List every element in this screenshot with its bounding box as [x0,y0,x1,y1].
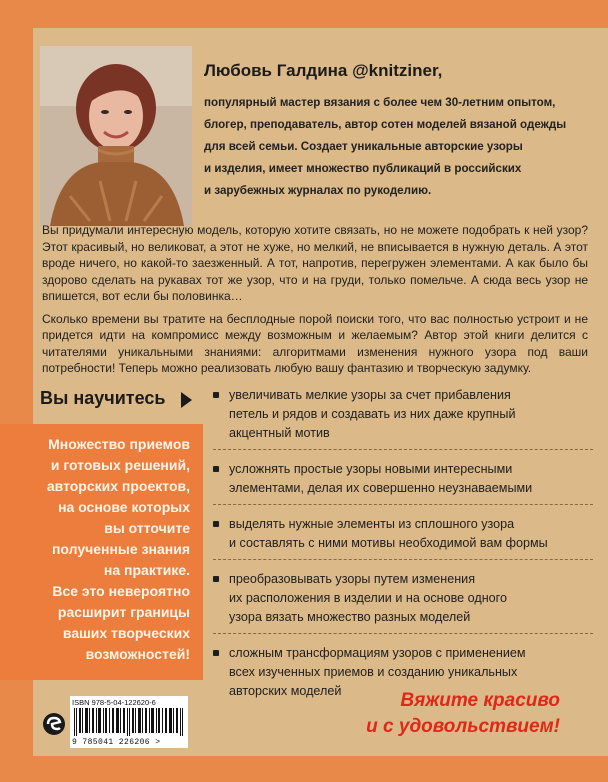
divider [213,559,593,561]
bullet-icon [213,650,219,656]
learn-item-line: элементами, делая их совершенно неузнаваемыми [229,481,533,495]
divider [213,449,593,451]
learn-item-line: увеличивать мелкие узоры за счет прибавления [229,388,511,402]
divider [213,504,593,506]
learn-item-line: всех изученных приемов и созданию уникальных [229,665,518,679]
learn-item-line: петель и рядов и создавать из них даже крупный [229,407,516,421]
bullet-icon [213,521,219,527]
learn-item-line: усложнять простые узоры новыми интересными [229,462,513,476]
promo-text [30,434,190,665]
author-bio-line: и зарубежных журналах по рукоделию. [204,184,432,197]
intro-text [42,222,588,383]
eksmo-logo [42,712,66,736]
promo-line: авторских проектов, [46,478,190,494]
learn-item-line: преобразовывать узоры путем изменения [229,572,476,586]
learn-item [213,386,593,443]
learn-item-line: выделять нужные элементы из сплошного узора [229,517,515,531]
author-bio-line: популярный мастер вязания с более чем 30-летним опытом, [204,96,556,109]
promo-line: расширит границы [57,604,190,620]
slogan [210,688,560,740]
learn-item-line: акцентный мотив [229,426,330,440]
bullet-icon [213,576,219,582]
intro-paragraph-2: Сколько времени вы тратите на бесплодные порой поиски того, что вас полностью устроит и не придется идти на компромисс между возможным и желаемым? Автор этой книги делится с читателями уникальными знаниями: алгоритмами изменения нужного узора под ваши потребности! Теперь можно реализовать любую вашу фантазию и творческую задумку. [42,311,588,375]
bullet-icon [213,466,219,472]
promo-line: и готовых решений, [50,457,190,473]
slogan-line: и с удовольствием! [366,716,560,737]
learn-item-line: сложным трансформациям узоров с применением [229,646,526,660]
author-bio [204,92,594,202]
bullet-icon [213,392,219,398]
slogan-line: Вяжите красиво [400,690,560,711]
learn-item-line: их расположения в изделии и на основе одного [229,591,508,605]
promo-line: Множество приемов [48,436,190,452]
learn-item-line: и составлять с ними мотивы необходимой вам формы [229,536,548,550]
author-name: Любовь Галдина @knitziner, [204,61,443,80]
learn-item-line: авторских моделей [229,684,342,698]
learn-heading: Вы научитесь [40,388,166,408]
arrow-right-icon [181,392,192,408]
promo-line: на практике. [103,562,190,578]
isbn-label: ISBN 978-5-04-122620-6 [72,698,156,707]
learn-item-line: узора вязать множество разных моделей [229,610,471,624]
author-bio-line: и изделия, имеет множество публикаций в российских [204,162,522,175]
promo-line: на основе которых [58,499,190,515]
promo-line: Все это невероятно [52,583,190,599]
promo-line: ваших творческих [62,625,190,641]
learn-item [213,460,593,498]
intro-paragraph-1: Вы придумали интересную модель, которую хотите связать, но не можете подобрать к ней узор? Этот красивый, но великоват, а этот не хуже, но мелкий, не вписывается в нужную деталь. А этот вроде ничего, но какой-то заезженный. А тот, напротив, перегружен элементами. А как было бы здорово сделать на рукавах тот же узор, что и на груди, только помельче. А сюда весь узор не впишется, вот если бы половинка… [42,223,588,303]
divider [213,633,593,635]
learn-list [213,386,593,707]
promo-line: вы отточите [104,520,190,536]
barcode-number: 9 785041 226206 > [72,738,161,747]
author-bio-line: блогер, преподаватель, автор сотен моделей вязаной одежды [204,118,567,131]
author-bio-line: для всей семьи. Создает уникальные авторские узоры [204,140,523,153]
promo-line: полученные знания [51,541,190,557]
learn-item [213,515,593,553]
author-photo [40,46,192,226]
promo-line: возможностей! [85,646,190,662]
learn-item [213,570,593,627]
barcode [74,708,184,736]
